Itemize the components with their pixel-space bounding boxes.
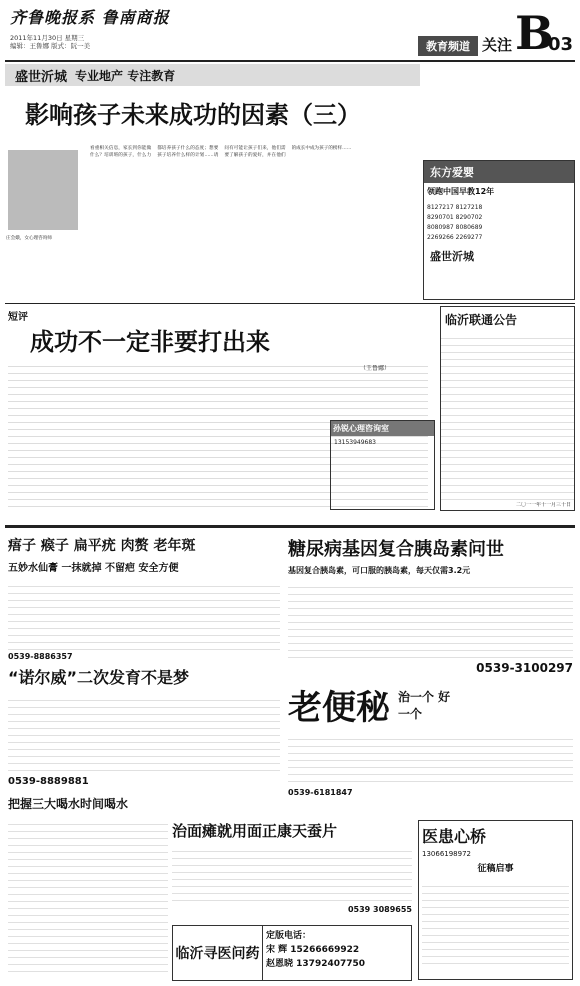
channel-badge: 教育频道	[418, 36, 478, 56]
issue-meta	[10, 34, 90, 50]
ad-phone: 8080987 8080689	[427, 224, 483, 231]
author-photo	[8, 150, 78, 230]
ad-medical-phone: 13066198972	[422, 850, 471, 858]
contact-phone: 15266669922	[290, 945, 360, 955]
ad-constipation-phone: 0539-6181847	[288, 788, 353, 797]
photo-caption: 庄会娥，女心理咨询师	[6, 236, 52, 241]
ad-water-title: 把握三大喝水时间喝水	[8, 797, 129, 811]
ad-dongfang-subtitle: 领跑中国早教12年	[427, 187, 495, 196]
article1-title: 影响孩子未来成功的因素（三）	[25, 100, 361, 129]
ad-medical	[418, 820, 573, 980]
ad-water	[8, 795, 168, 980]
ad-diabetes-body	[288, 581, 573, 661]
ad-unicom	[440, 306, 575, 511]
ad-medical-title: 医患心桥	[422, 827, 487, 846]
ad-diabetes	[288, 535, 573, 675]
ad-constipation	[288, 680, 573, 810]
ad-skin	[8, 535, 280, 660]
page-letter: B	[515, 6, 554, 60]
ad-diabetes-subtitle: 基因复合胰岛素，可口服的胰岛素，每天仅需3.2元	[288, 566, 471, 575]
ad-finder-label: 定版电话：	[266, 931, 312, 941]
newspaper-brand: 齐鲁晚报系 鲁南商报	[10, 8, 170, 27]
ad-consult	[330, 420, 435, 510]
ad-acne	[172, 820, 412, 920]
ad-phone: 2269266 2269277	[427, 234, 483, 241]
ad-consult-phone: 13153949683	[334, 439, 376, 446]
ad-hair-title: “诺尔威”二次发育不是梦	[8, 668, 190, 687]
ad-constipation-body	[288, 733, 573, 788]
ad-dongfang-title: 东方爱婴	[424, 161, 574, 183]
ad-phone: 8127217 8127218	[427, 204, 483, 211]
sponsor-slogan: 专业地产 专注教育	[75, 68, 176, 83]
ad-finder-title: 临沂寻医问药	[173, 926, 263, 980]
ad-skin-slogan: 五妙水仙膏 一抹就掉 不留疤 安全方便	[8, 563, 179, 574]
commentary-label: 短评	[8, 312, 28, 323]
ad-skin-phone: 0539-8886357	[8, 652, 73, 661]
article1-body: 看重相关信息，家长到你能做什么？培训班的孩子，什么力都培养孩子什么的态度；想要孩子培养什么样的计划……请问有可能让孩子们来，他们需要了解孩子的爱好，并在他们的成长中成为孩子的榜样……	[90, 146, 352, 158]
page-number: 03	[548, 34, 574, 55]
section-rule	[5, 303, 575, 304]
ad-hair	[8, 665, 280, 790]
ad-hair-phone: 0539-8889881	[8, 776, 89, 787]
ad-unicom-title: 临沂联通公告	[445, 313, 518, 327]
section-follow: 关注	[482, 36, 513, 54]
ad-acne-body	[172, 845, 412, 905]
ad-medical-body	[422, 880, 569, 970]
ad-hair-body	[8, 694, 280, 774]
issue-date: 2011年11月30日 星期三	[10, 34, 85, 42]
ad-medical-subtitle: 征稿启事	[477, 864, 514, 874]
ad-finder	[172, 925, 412, 981]
ad-diabetes-title: 糖尿病基因复合胰岛素问世	[288, 539, 504, 560]
ad-consult-title: 孙锐心理咨询室	[331, 421, 434, 436]
ad-acne-phone: 0539 3089655	[347, 905, 412, 914]
ad-acne-title: 治面瘫就用面正康天蚕片	[172, 822, 338, 840]
sponsor-logo: 盛世沂城	[15, 69, 68, 85]
article2-title: 成功不一定非要打出来	[30, 327, 270, 356]
masthead-rule	[5, 60, 575, 62]
ad-constipation-side: 治一个 好一个	[398, 689, 451, 721]
ad-dongfang-brand2: 盛世沂城	[430, 250, 474, 263]
ad-unicom-date: 二〇一一年十一月三十日	[515, 502, 571, 508]
ad-unicom-body	[441, 332, 574, 502]
ad-section-rule	[5, 525, 575, 528]
ad-diabetes-phone: 0539-3100297	[476, 661, 573, 675]
article2-author: （王鲁娜）	[360, 365, 391, 372]
issue-editors: 编辑：王鲁娜 版式：阮一美	[10, 42, 91, 50]
ad-skin-title: 痦子 瘊子 扁平疣 肉赘 老年斑	[8, 538, 196, 554]
contact-phone: 13792407750	[296, 959, 366, 969]
ad-skin-body	[8, 580, 280, 650]
ad-water-body	[8, 818, 168, 978]
article1-banner	[5, 64, 420, 86]
contact-name: 赵恩晓	[266, 959, 294, 969]
contact-name: 宋 辉	[266, 945, 288, 955]
ad-constipation-title: 老便秘	[288, 688, 390, 728]
ad-phone: 8290701 8290702	[427, 214, 483, 221]
ad-dongfang	[423, 160, 575, 300]
